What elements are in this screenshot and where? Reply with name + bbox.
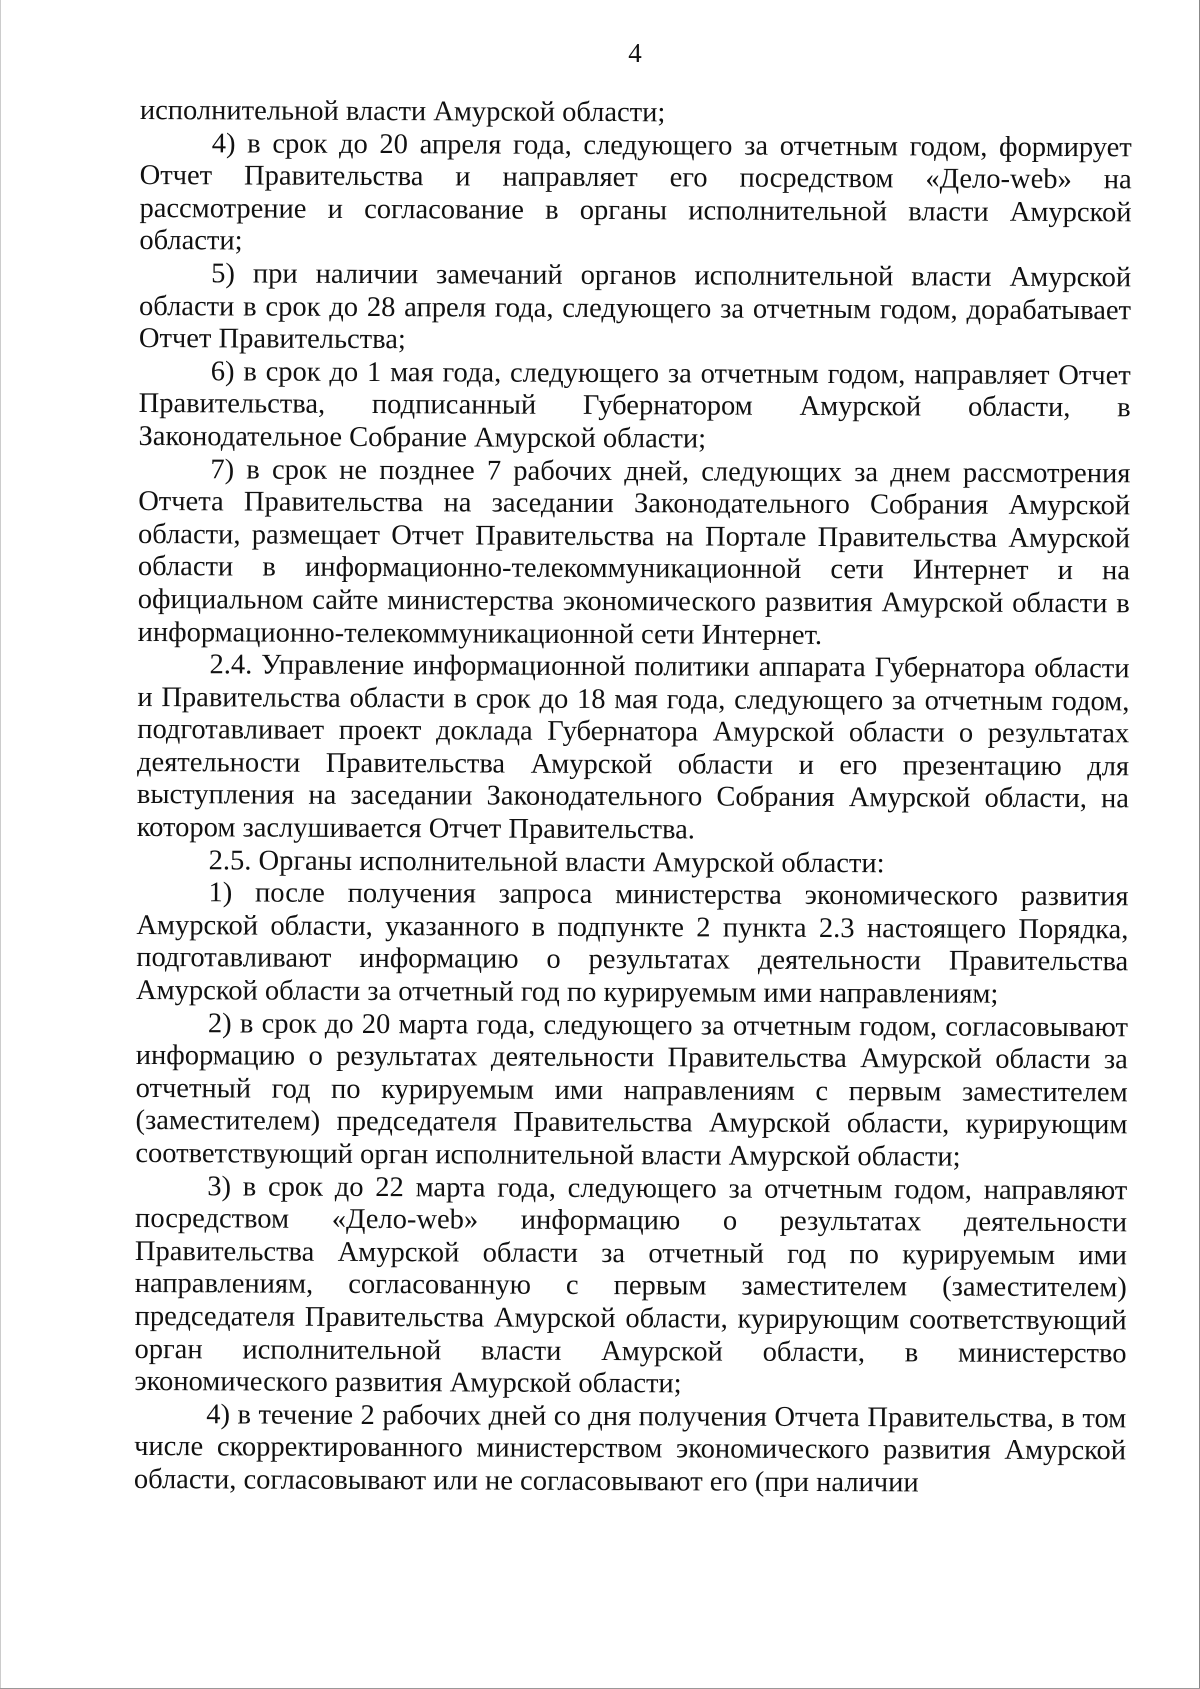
paragraph-section-2-5: 2.5. Органы исполнительной власти Амурской области: [208,844,885,879]
paragraph-item-6: 6) в срок до 1 мая года, следующего за отчетным годом, направляет Отчет Правительства, подписанный Губернатором Амурской области, в Законодательное Собрание Амурской области; [138,356,1131,455]
paragraph-item-3: 3) в срок до 22 марта года, следующего за отчетным годом, направляют посредством «Дело-web» информацию о результатах деятельности Правительства Амурской области за отчетный год по курируемым ими направлениям, согласованную с первым заместителем (заместителем) председателя Правительства Амурской области, курирующим соответствующий орган исполнительной власти Амурской области, в министерство экономического развития Амурской области; [134,1170,1128,1400]
page-number: 4 [628,38,642,68]
paragraph-item-5: 5) при наличии замечаний органов исполнительной власти Амурской области в срок до 28 апреля года, следующего за отчетным годом, дорабатывает Отчет Правительства; [138,258,1132,356]
paragraph-section-2-4: 2.4. Управление информационной политики аппарата Губернатора области и Правительства области в срок до 18 мая года, следующего за отчетным годом, подготавливает проект доклада Губернатора Амурской области о результатах деятельности Правительства Амурской области и его презентацию для выступления на заседании Законодательного Собрания Амурской области, на котором заслушивается Отчет Правительства. [136,649,1130,846]
paragraph-item-7: 7) в срок не позднее 7 рабочих дней, следующих за днем рассмотрения Отчета Правительства на заседании Законодательного Собрания Амурской области, размещает Отчет Правительства на Портале Правительства Амурской области в информационно-телекоммуникационной сети Интернет и на официальном сайте министерства экономического развития Амурской области в информационно-телекоммуникационной сети Интернет. [137,453,1131,651]
document-body [134,95,1132,1501]
paragraph-item-1: 1) после получения запроса министерства экономического развития Амурской области, указанного в подпункте 2 пункта 2.3 настоящего Порядка, подготавливают информацию о результатах деятельности Правительства Амурской области за отчетный год по курируемым ими направлениям; [136,877,1129,1010]
paragraph-item-2: 2) в срок до 20 марта года, следующего за отчетным годом, согласовывают информацию о результатах деятельности Правительства Амурской области за отчетный год по курируемым ими направлениям с первым заместителем (заместителем) председателя Правительства Амурской области, курирующим соответствующий орган исполнительной власти Амурской области; [135,1007,1129,1173]
scan-edge-left [0,0,1,1689]
paragraph-item-4: 4) в срок до 20 апреля года, следующего за отчетным годом, формирует Отчет Правительства и направляет его посредством «Дело-web» на рассмотрение и согласование в органы исполнительной власти Амурской области; [139,127,1132,257]
paragraph-continuation: исполнительной власти Амурской области; [139,95,666,129]
paragraph-item-4b: 4) в течение 2 рабочих дней со дня получения Отчета Правительства, в том числе скорректированного министерством экономического развития Амурской области, согласовывают или не согласовывают его (при наличии [133,1399,1127,1499]
